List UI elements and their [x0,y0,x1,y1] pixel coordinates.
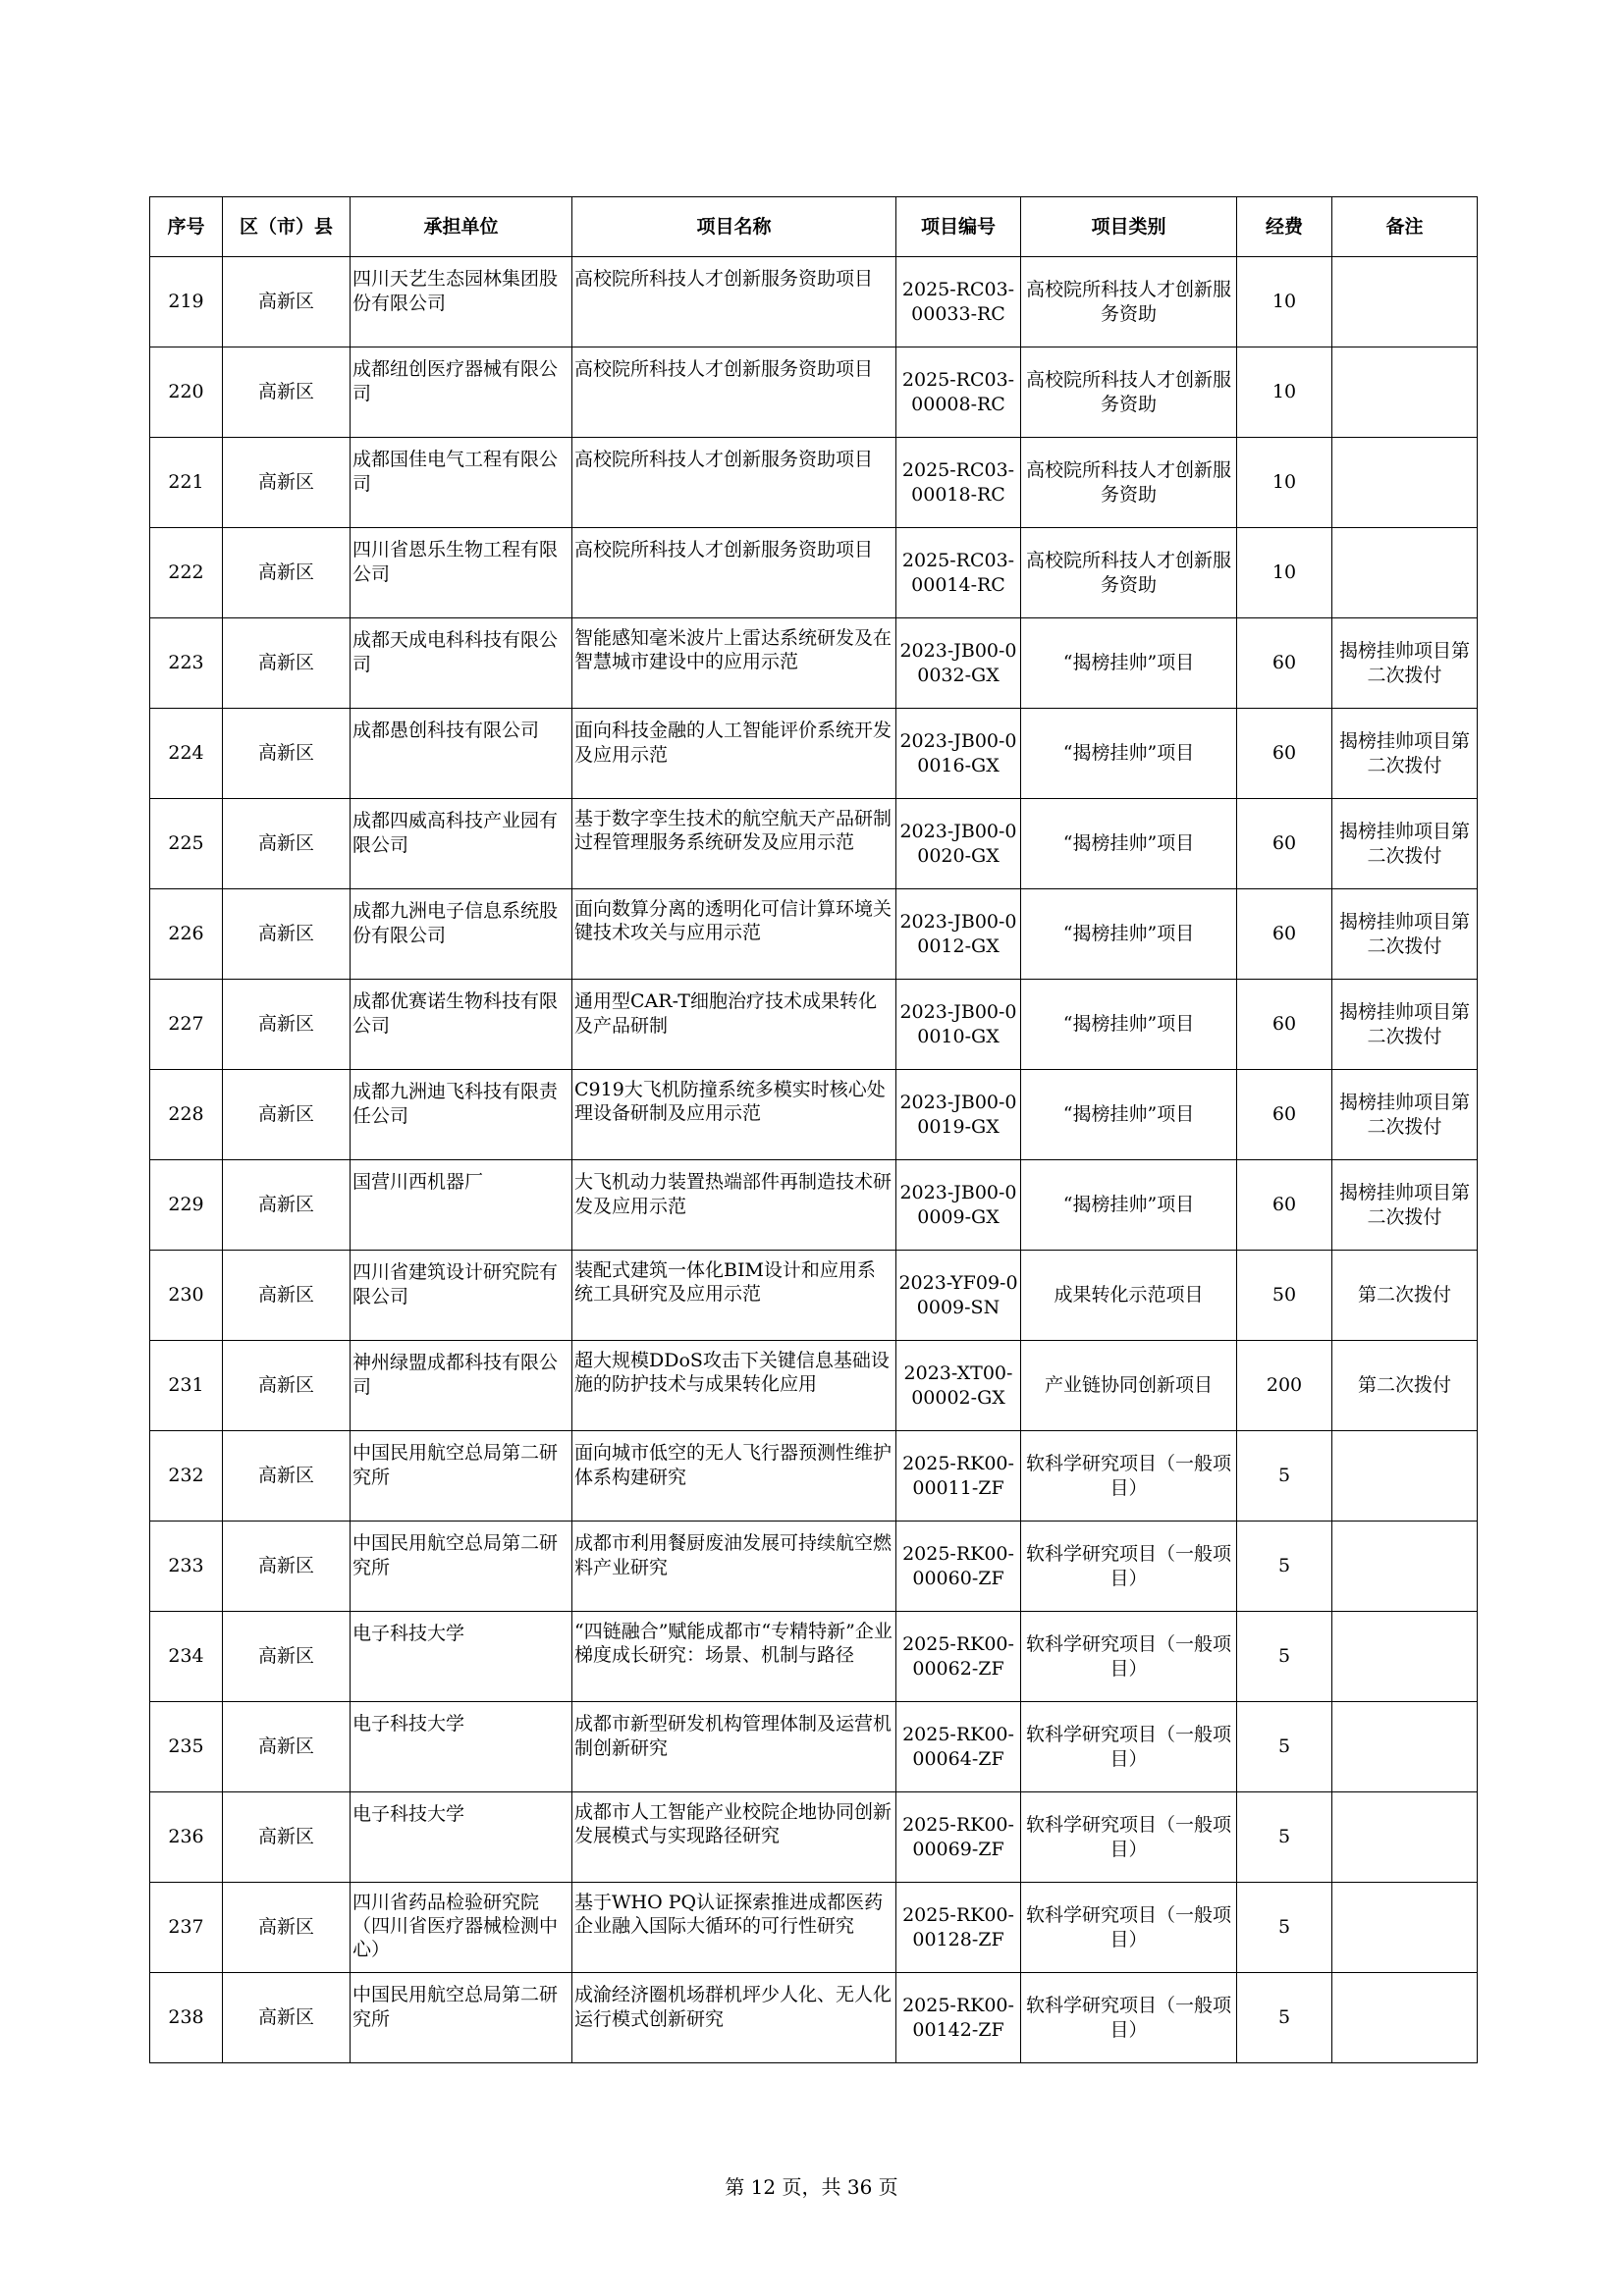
project-name-cell: 装配式建筑一体化BIM设计和应用系统工具研究及应用示范 [572,1251,896,1341]
unit-cell: 成都九洲迪飞科技有限责任公司 [351,1070,572,1160]
project-category-cell: “揭榜挂帅”项目 [1021,1160,1237,1251]
district-cell: 高新区 [223,1792,351,1883]
funding-cell: 5 [1237,1883,1332,1973]
unit-cell: 成都优赛诺生物科技有限公司 [351,980,572,1070]
serial-number-cell: 225 [150,799,223,889]
project-code-cell: 2023-XT00-00002-GX [896,1341,1021,1431]
table-row [150,1792,1478,1883]
project-category-cell: 软科学研究项目（一般项目） [1021,1612,1237,1702]
serial-number-cell: 234 [150,1612,223,1702]
project-name-cell: 成都市人工智能产业校院企地协同创新发展模式与实现路径研究 [572,1792,896,1883]
project-name-cell: 高校院所科技人才创新服务资助项目 [572,438,896,528]
project-code-cell: 2025-RC03-00033-RC [896,257,1021,347]
remark-cell [1332,1612,1478,1702]
funding-cell: 60 [1237,709,1332,799]
table-body [150,257,1478,2063]
table-row [150,1973,1478,2063]
table-row [150,528,1478,618]
remark-cell: 第二次拨付 [1332,1251,1478,1341]
district-cell: 高新区 [223,528,351,618]
project-category-cell: “揭榜挂帅”项目 [1021,1070,1237,1160]
district-cell: 高新区 [223,1973,351,2063]
district-cell: 高新区 [223,1070,351,1160]
remark-cell: 第二次拨付 [1332,1341,1478,1431]
header-cell: 项目类别 [1021,197,1237,257]
funding-cell: 60 [1237,799,1332,889]
project-category-cell: “揭榜挂帅”项目 [1021,618,1237,709]
unit-cell: 中国民用航空总局第二研究所 [351,1431,572,1522]
funding-cell: 50 [1237,1251,1332,1341]
table-row [150,257,1478,347]
project-funding-table [149,196,1478,2063]
table-row [150,1160,1478,1251]
project-name-cell: 面向科技金融的人工智能评价系统开发及应用示范 [572,709,896,799]
project-name-cell: 智能感知毫米波片上雷达系统研发及在智慧城市建设中的应用示范 [572,618,896,709]
remark-cell: 揭榜挂帅项目第二次拨付 [1332,709,1478,799]
remark-cell [1332,1702,1478,1792]
project-category-cell: 软科学研究项目（一般项目） [1021,1702,1237,1792]
serial-number-cell: 231 [150,1341,223,1431]
table-row [150,1251,1478,1341]
unit-cell: 四川省恩乐生物工程有限公司 [351,528,572,618]
serial-number-cell: 222 [150,528,223,618]
project-category-cell: “揭榜挂帅”项目 [1021,709,1237,799]
district-cell: 高新区 [223,1251,351,1341]
remark-cell: 揭榜挂帅项目第二次拨付 [1332,889,1478,980]
project-category-cell: 软科学研究项目（一般项目） [1021,1522,1237,1612]
project-category-cell: 软科学研究项目（一般项目） [1021,1431,1237,1522]
project-code-cell: 2023-JB00-00032-GX [896,618,1021,709]
unit-cell: 成都纽创医疗器械有限公司 [351,347,572,438]
project-name-cell: 通用型CAR-T细胞治疗技术成果转化及产品研制 [572,980,896,1070]
remark-cell [1332,1973,1478,2063]
funding-cell: 60 [1237,889,1332,980]
header-cell: 承担单位 [351,197,572,257]
district-cell: 高新区 [223,1431,351,1522]
project-name-cell: “四链融合”赋能成都市“专精特新”企业梯度成长研究：场景、机制与路径 [572,1612,896,1702]
district-cell: 高新区 [223,709,351,799]
project-category-cell: 软科学研究项目（一般项目） [1021,1973,1237,2063]
project-category-cell: 产业链协同创新项目 [1021,1341,1237,1431]
unit-cell: 成都愚创科技有限公司 [351,709,572,799]
project-category-cell: 高校院所科技人才创新服务资助 [1021,438,1237,528]
project-code-cell: 2023-JB00-00012-GX [896,889,1021,980]
unit-cell: 成都四威高科技产业园有限公司 [351,799,572,889]
remark-cell: 揭榜挂帅项目第二次拨付 [1332,618,1478,709]
funding-cell: 60 [1237,1160,1332,1251]
table-row [150,347,1478,438]
serial-number-cell: 224 [150,709,223,799]
serial-number-cell: 233 [150,1522,223,1612]
table-row [150,1431,1478,1522]
project-code-cell: 2025-RC03-00018-RC [896,438,1021,528]
project-code-cell: 2025-RK00-00128-ZF [896,1883,1021,1973]
funding-cell: 5 [1237,1612,1332,1702]
serial-number-cell: 229 [150,1160,223,1251]
serial-number-cell: 220 [150,347,223,438]
district-cell: 高新区 [223,347,351,438]
unit-cell: 国营川西机器厂 [351,1160,572,1251]
unit-cell: 四川省药品检验研究院（四川省医疗器械检测中心） [351,1883,572,1973]
project-name-cell: 基于数字孪生技术的航空航天产品研制过程管理服务系统研发及应用示范 [572,799,896,889]
table-row [150,618,1478,709]
district-cell: 高新区 [223,1612,351,1702]
project-code-cell: 2025-RK00-00064-ZF [896,1702,1021,1792]
funding-cell: 60 [1237,980,1332,1070]
funding-cell: 5 [1237,1431,1332,1522]
unit-cell: 成都九洲电子信息系统股份有限公司 [351,889,572,980]
project-code-cell: 2025-RK00-00142-ZF [896,1973,1021,2063]
remark-cell [1332,1431,1478,1522]
funding-cell: 60 [1237,618,1332,709]
project-category-cell: 软科学研究项目（一般项目） [1021,1792,1237,1883]
remark-cell [1332,1883,1478,1973]
remark-cell: 揭榜挂帅项目第二次拨付 [1332,799,1478,889]
project-name-cell: 基于WHO PQ认证探索推进成都医药企业融入国际大循环的可行性研究 [572,1883,896,1973]
project-category-cell: 成果转化示范项目 [1021,1251,1237,1341]
project-name-cell: 高校院所科技人才创新服务资助项目 [572,528,896,618]
table-row [150,1070,1478,1160]
project-category-cell: 高校院所科技人才创新服务资助 [1021,347,1237,438]
funding-cell: 10 [1237,438,1332,528]
header-cell: 区（市）县 [223,197,351,257]
project-category-cell: “揭榜挂帅”项目 [1021,980,1237,1070]
remark-cell [1332,257,1478,347]
project-code-cell: 2025-RK00-00062-ZF [896,1612,1021,1702]
remark-cell [1332,438,1478,528]
district-cell: 高新区 [223,1522,351,1612]
serial-number-cell: 227 [150,980,223,1070]
project-category-cell: “揭榜挂帅”项目 [1021,889,1237,980]
header-cell: 项目编号 [896,197,1021,257]
funding-cell: 10 [1237,347,1332,438]
district-cell: 高新区 [223,257,351,347]
district-cell: 高新区 [223,980,351,1070]
funding-cell: 200 [1237,1341,1332,1431]
table-row [150,709,1478,799]
unit-cell: 中国民用航空总局第二研究所 [351,1973,572,2063]
project-code-cell: 2025-RC03-00008-RC [896,347,1021,438]
project-name-cell: C919大飞机防撞系统多模实时核心处理设备研制及应用示范 [572,1070,896,1160]
project-name-cell: 高校院所科技人才创新服务资助项目 [572,347,896,438]
page-number: 第 12 页，共 36 页 [725,2175,898,2199]
funding-cell: 5 [1237,1522,1332,1612]
serial-number-cell: 228 [150,1070,223,1160]
serial-number-cell: 219 [150,257,223,347]
serial-number-cell: 238 [150,1973,223,2063]
project-code-cell: 2025-RK00-00011-ZF [896,1431,1021,1522]
project-name-cell: 面向城市低空的无人飞行器预测性维护体系构建研究 [572,1431,896,1522]
remark-cell: 揭榜挂帅项目第二次拨付 [1332,1070,1478,1160]
unit-cell: 电子科技大学 [351,1792,572,1883]
project-code-cell: 2023-JB00-00009-GX [896,1160,1021,1251]
project-code-cell: 2023-YF09-00009-SN [896,1251,1021,1341]
project-category-cell: 高校院所科技人才创新服务资助 [1021,257,1237,347]
table-row [150,1702,1478,1792]
project-name-cell: 成渝经济圈机场群机坪少人化、无人化运行模式创新研究 [572,1973,896,2063]
project-name-cell: 高校院所科技人才创新服务资助项目 [572,257,896,347]
serial-number-cell: 230 [150,1251,223,1341]
funding-cell: 60 [1237,1070,1332,1160]
serial-number-cell: 223 [150,618,223,709]
district-cell: 高新区 [223,618,351,709]
funding-cell: 5 [1237,1702,1332,1792]
remark-cell: 揭榜挂帅项目第二次拨付 [1332,1160,1478,1251]
project-category-cell: 高校院所科技人才创新服务资助 [1021,528,1237,618]
unit-cell: 成都国佳电气工程有限公司 [351,438,572,528]
serial-number-cell: 221 [150,438,223,528]
project-code-cell: 2023-JB00-00010-GX [896,980,1021,1070]
table-header-row [150,197,1478,257]
district-cell: 高新区 [223,1883,351,1973]
header-cell: 备注 [1332,197,1478,257]
serial-number-cell: 232 [150,1431,223,1522]
remark-cell [1332,1522,1478,1612]
district-cell: 高新区 [223,438,351,528]
district-cell: 高新区 [223,1160,351,1251]
project-code-cell: 2023-JB00-00019-GX [896,1070,1021,1160]
table-row [150,1341,1478,1431]
unit-cell: 四川天艺生态园林集团股份有限公司 [351,257,572,347]
table-row [150,1522,1478,1612]
unit-cell: 成都天成电科科技有限公司 [351,618,572,709]
serial-number-cell: 226 [150,889,223,980]
unit-cell: 中国民用航空总局第二研究所 [351,1522,572,1612]
unit-cell: 电子科技大学 [351,1702,572,1792]
table-row [150,1612,1478,1702]
serial-number-cell: 235 [150,1702,223,1792]
project-code-cell: 2025-RK00-00060-ZF [896,1522,1021,1612]
funding-cell: 5 [1237,1973,1332,2063]
unit-cell: 四川省建筑设计研究院有限公司 [351,1251,572,1341]
remark-cell [1332,347,1478,438]
table-row [150,1883,1478,1973]
table-row [150,980,1478,1070]
project-name-cell: 成都市利用餐厨废油发展可持续航空燃料产业研究 [572,1522,896,1612]
header-cell: 经费 [1237,197,1332,257]
project-name-cell: 大飞机动力装置热端部件再制造技术研发及应用示范 [572,1160,896,1251]
project-code-cell: 2023-JB00-00016-GX [896,709,1021,799]
funding-cell: 5 [1237,1792,1332,1883]
header-cell: 项目名称 [572,197,896,257]
district-cell: 高新区 [223,1341,351,1431]
district-cell: 高新区 [223,799,351,889]
table-row [150,438,1478,528]
project-code-cell: 2023-JB00-00020-GX [896,799,1021,889]
remark-cell [1332,1792,1478,1883]
project-code-cell: 2025-RC03-00014-RC [896,528,1021,618]
district-cell: 高新区 [223,1702,351,1792]
unit-cell: 电子科技大学 [351,1612,572,1702]
serial-number-cell: 236 [150,1792,223,1883]
project-name-cell: 超大规模DDoS攻击下关键信息基础设施的防护技术与成果转化应用 [572,1341,896,1431]
funding-cell: 10 [1237,257,1332,347]
project-category-cell: “揭榜挂帅”项目 [1021,799,1237,889]
table-row [150,799,1478,889]
header-cell: 序号 [150,197,223,257]
table-row [150,889,1478,980]
remark-cell [1332,528,1478,618]
project-name-cell: 面向数算分离的透明化可信计算环境关键技术攻关与应用示范 [572,889,896,980]
unit-cell: 神州绿盟成都科技有限公司 [351,1341,572,1431]
funding-cell: 10 [1237,528,1332,618]
project-code-cell: 2025-RK00-00069-ZF [896,1792,1021,1883]
serial-number-cell: 237 [150,1883,223,1973]
district-cell: 高新区 [223,889,351,980]
remark-cell: 揭榜挂帅项目第二次拨付 [1332,980,1478,1070]
project-name-cell: 成都市新型研发机构管理体制及运营机制创新研究 [572,1702,896,1792]
project-category-cell: 软科学研究项目（一般项目） [1021,1883,1237,1973]
